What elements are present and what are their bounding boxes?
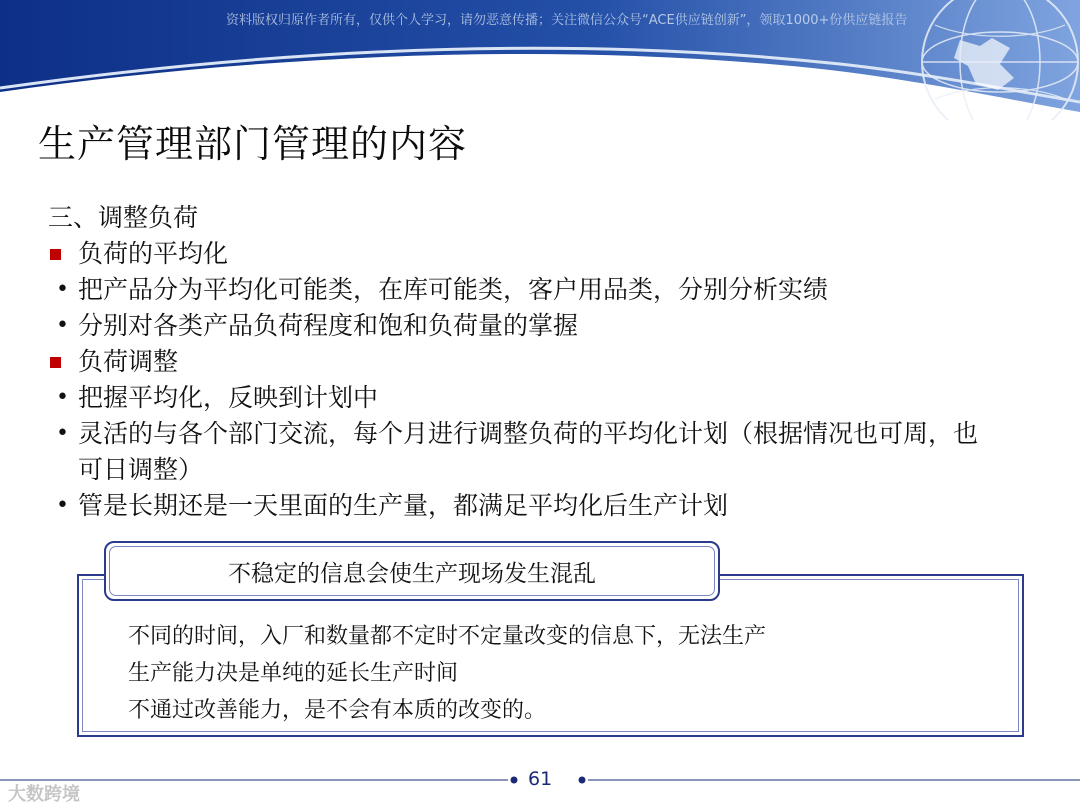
callout-title: 不稳定的信息会使生产现场发生混乱 <box>228 561 596 587</box>
callout-header <box>104 541 720 601</box>
page-title: 生产管理部门管理的内容 <box>38 122 468 166</box>
dot-bullet-icon: • <box>56 493 69 518</box>
block-heading <box>48 236 1038 272</box>
red-square-bullet-icon <box>48 344 78 380</box>
list-item-text: 把产品分为平均化可能类，在库可能类，客户用品类，分别分析实绩 <box>78 275 829 304</box>
block-heading <box>48 344 1038 380</box>
dot-bullet-icon: • <box>56 385 69 410</box>
block-heading-text: 负荷的平均化 <box>78 239 229 268</box>
header-watermark: 资料版权归原作者所有，仅供个人学习，请勿恶意传播；关注微信公众号“ACE供应链创新”，领取1000+份供应链报告 <box>226 13 908 28</box>
dot-bullet-icon: • <box>56 277 69 302</box>
callout-line: 生产能力决是单纯的延长生产时间 <box>128 661 459 686</box>
list-item-text: 分别对各类产品负荷程度和饱和负荷量的掌握 <box>78 311 579 340</box>
dot-bullet-icon: • <box>56 421 69 446</box>
callout-line: 不同的时间，入厂和数量都不定时不定量改变的信息下，无法生产 <box>128 624 767 649</box>
list-item-text: 管是长期还是一天里面的生产量，都满足平均化后生产计划 <box>78 491 729 520</box>
list-item-text: 把握平均化，反映到计划中 <box>78 383 379 412</box>
section-heading <box>48 200 1038 236</box>
list-item <box>48 416 1038 488</box>
dot-bullet-icon: • <box>56 313 69 338</box>
main-content <box>48 200 1038 524</box>
callout-body <box>128 618 766 729</box>
page-number: 61 <box>528 768 553 790</box>
list-item <box>48 380 1038 416</box>
list-item <box>48 308 1038 344</box>
red-square-bullet-icon <box>48 236 78 272</box>
list-item-text: 灵活的与各个部门交流，每个月进行调整负荷的平均化计划（根据情况也可周，也可日调整） <box>78 419 979 484</box>
list-item <box>48 488 1038 524</box>
callout-line: 不通过改善能力，是不会有本质的改变的。 <box>128 698 547 723</box>
section-heading-text: 三、调整负荷 <box>48 203 199 232</box>
list-item <box>48 272 1038 308</box>
footer-watermark-logo: 大数跨境 <box>8 784 80 805</box>
block-heading-text: 负荷调整 <box>78 347 179 376</box>
